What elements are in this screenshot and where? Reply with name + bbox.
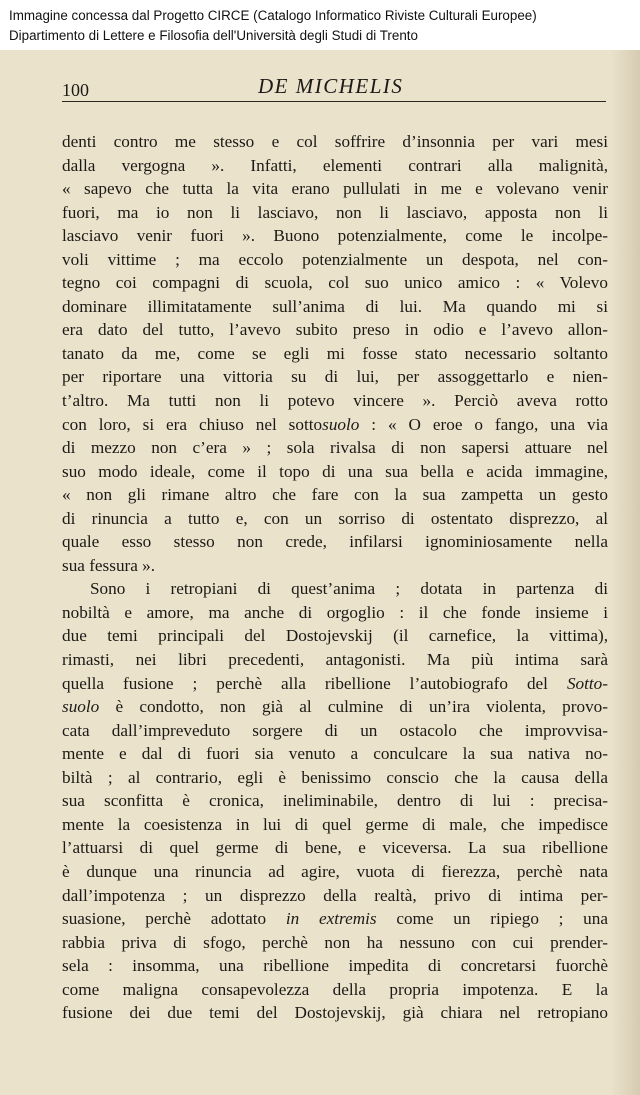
text-line: biltà ; al contrario, egli è benissimo conscio che la causa della xyxy=(62,767,608,787)
header-rule xyxy=(62,101,606,102)
banner-line-2: Dipartimento di Lettere e Filosofia dell'Università degli Studi di Trento xyxy=(9,28,418,43)
page-edge-shadow xyxy=(610,50,640,1095)
text-line: lasciavo venir fuori ». Buono potenzialmente, come le incolpe- xyxy=(62,226,608,246)
text-line: suolo è condotto, non già al culmine di un’ira violenta, provo- xyxy=(62,697,608,717)
text-line: sua fessura ». xyxy=(62,555,156,575)
text-line: per riportare una vittoria su di lui, per assoggettarlo e nien- xyxy=(62,367,608,387)
page-number: 100 xyxy=(62,80,89,100)
text-line: rimasti, nei libri precedenti, antagonisti. Ma più intima sarà xyxy=(62,650,608,670)
text-line: Sono i retropiani di quest’anima ; dotata in partenza di xyxy=(90,579,608,599)
text-line: mente e dal di fuori sia venuto a conculcare la sua nativa no- xyxy=(62,744,608,764)
text-line: voli vittime ; ma eccolo potenzialmente un despota, nel con- xyxy=(62,249,608,269)
text-line: tanato da me, come se egli mi fosse stato necessario soltanto xyxy=(62,343,608,363)
text-line: fusione dei due temi del Dostojevskij, già chiara nel retropiano xyxy=(62,1003,608,1023)
text-line: nobiltà e amore, ma anche di orgoglio : il che fonde insieme i xyxy=(62,602,608,622)
text-line: di rinuncia a tutto e, con un sorriso di ostentato disprezzo, al xyxy=(62,508,608,528)
text-line: due temi principali del Dostojevskij (il carnefice, la vittima), xyxy=(62,626,608,646)
banner-line-1: Immagine concessa dal Progetto CIRCE (Catalogo Informatico Riviste Culturali Europee) xyxy=(9,8,537,23)
page-header xyxy=(62,74,604,104)
text-line: quella fusione ; perchè alla ribellione l’autobiografo del Sotto- xyxy=(62,673,608,693)
text-line: suasione, perchè adottato in extremis come un ripiego ; una xyxy=(62,909,608,929)
text-line: era dato del tutto, l’avevo subito preso in odio e l’avevo allon- xyxy=(62,320,608,340)
text-line: di mezzo non c’era » ; sola rivalsa di non sapersi attuare nel xyxy=(62,438,608,458)
running-title: DE MICHELIS xyxy=(258,74,404,98)
text-line: denti contro me stesso e col soffrire d’insonnia per vari mesi xyxy=(62,132,608,151)
scanned-page xyxy=(0,50,640,1095)
text-line: cata dall’impreveduto sorgere di un ostacolo che improvvisa- xyxy=(62,720,608,740)
text-line: con loro, si era chiuso nel sottosuolo : « O eroe o fango, una via xyxy=(62,414,608,434)
text-line: dalla vergogna ». Infatti, elementi contrari alla malignità, xyxy=(62,155,608,175)
text-line: suo modo ideale, come il topo di una sua bella e acida immagine, xyxy=(62,461,608,481)
text-line: dall’impotenza ; un disprezzo della realtà, privo di intima per- xyxy=(62,885,608,905)
text-line: sua sconfitta è cronica, ineliminabile, dentro di lui : precisa- xyxy=(62,791,608,811)
text-line: quale esso stesso non crede, infilarsi ignominiosamente nella xyxy=(62,532,608,552)
text-line: tegno coi compagni di scuola, col suo unico amico : « Volevo xyxy=(62,273,608,293)
text-line: fuori, ma io non li lasciavo, non li lasciavo, apposta non li xyxy=(62,202,608,222)
text-line: « non gli rimane altro che fare con la sua zampetta un gesto xyxy=(62,485,608,505)
text-line: mente la coesistenza in lui di quel germe di male, che impedisce xyxy=(62,814,608,834)
text-line: t’altro. Ma tutti non li potevo vincere ». Perciò aveva rotto xyxy=(62,391,608,411)
text-line: l’attuarsi di quel germe di bene, e viceversa. La sua ribellione xyxy=(62,838,608,858)
text-line: rabbia priva di sfogo, perchè non ha nessuno con cui prender- xyxy=(62,932,608,952)
text-line: « sapevo che tutta la vita erano pullulati in me e volevano venir xyxy=(62,179,608,199)
text-line: è dunque una rinuncia ad agire, vuota di fierezza, perchè nata xyxy=(62,861,608,881)
text-line: sela : insomma, una ribellione impedita di concretarsi fuorchè xyxy=(62,956,608,976)
body-text xyxy=(62,130,608,1025)
source-banner xyxy=(0,0,640,50)
text-line: come maligna consapevolezza della propria impotenza. E la xyxy=(62,979,608,999)
text-line: dominare illimitatamente sull’anima di lui. Ma quando mi si xyxy=(62,296,608,316)
